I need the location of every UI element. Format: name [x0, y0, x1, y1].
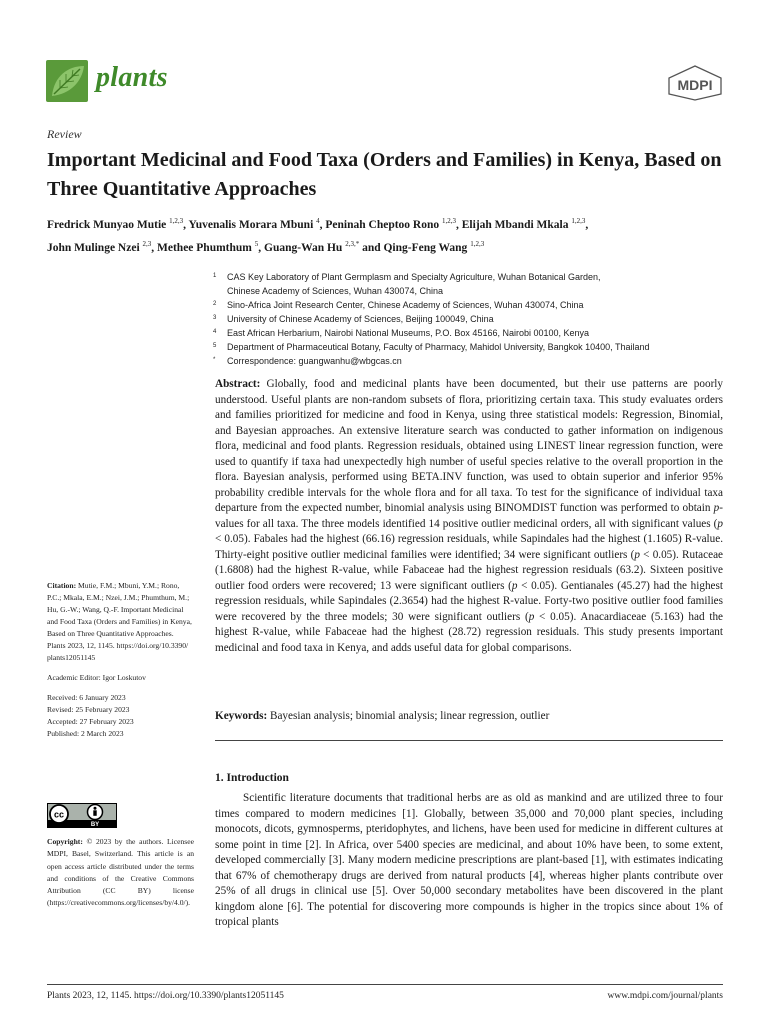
- author-affiliation-marker: 1,2,3: [571, 217, 586, 225]
- journal-name: plants: [96, 62, 168, 93]
- affiliation-number: 3: [213, 315, 217, 321]
- author-name: Peninah Cheptoo Rono $^{1,2,3}$: [325, 217, 457, 231]
- cc-by-license-badge[interactable]: [47, 803, 117, 828]
- affiliation-text: CAS Key Laboratory of Plant Germplasm and Specialty Agriculture, Wuhan Botanical Garden,: [227, 272, 601, 282]
- author-name: Yuvenalis Morara Mbuni $^4$: [188, 217, 320, 231]
- author-affiliation-marker: 2,3,*: [345, 239, 360, 248]
- affiliation-item: [213, 298, 733, 312]
- footer-journal-url[interactable]: www.mdpi.com/journal/plants: [607, 991, 723, 1001]
- copyright-notice: [47, 836, 194, 910]
- academic-editor: Academic Editor: Igor Loskutov: [47, 673, 146, 682]
- introduction-text: Scientific literature documents that traditional herbs are as old as mankind and are utilized three to four times compared to modern medicines [1]. Globally, between 35,000 and 70,000 plant species, including monocots, dicots, gymnosperms, pteridophytes, and lichens, have been used for medicine in different cultures at some point in time [2]. In Africa, over 5400 species are medicinal, and about 10% have been, to some extent, developed commercially [3]. Many modern medicine prescriptions are plant-based [1], with estimates indicating that 67% of chemotherapy drugs are derived from natural products [4], whereas higher plants contribute over 25% of all drugs in clinical use [5]. Over 50,000 secondary metabolites have been discovered in the plant kingdom alone [6]. The potential for discovering more compounds is higher in the tropics since about 1% of tropical plants: [215, 792, 723, 928]
- affiliation-number: 1: [213, 273, 217, 279]
- citation-label: Citation:: [47, 581, 77, 590]
- dates-block: [47, 692, 194, 740]
- affiliation-number: 2: [213, 301, 217, 307]
- copyright-text: © 2023 by the authors. Licensee MDPI, Basel, Switzerland. This article is an open access article distributed under the terms and conditions of the Creative Commons Attribution (CC BY) license (https://creativecommons.org/licenses/by/4.0/).: [47, 837, 194, 908]
- divider: [215, 740, 723, 741]
- author-affiliation-marker: 4: [316, 217, 320, 225]
- author-list: Fredrick Munyao Mutie $^{1,2,3}$, Yuvenalis Morara Mbuni $^4$, Peninah Cheptoo Rono $^{1,2,3}$, Elijah Mbandi Mkala $^{1,2,3}$, John Mulinge Nzei $^{2,3}$, Methee Phumthum $^5$, Guang-Wan Hu $^{2,3,*}$ and Qing-Feng Wang $^{1,2,3}$: [47, 217, 589, 254]
- cc-badge-label: BY: [90, 822, 100, 828]
- affiliation-text: Sino-Africa Joint Research Center, Chinese Academy of Sciences, Wuhan 430074, China: [227, 300, 584, 310]
- author-affiliation-marker: 2,3: [142, 239, 152, 248]
- affiliation-item: [213, 270, 733, 284]
- mdpi-logo: [666, 64, 724, 102]
- journal-leaf-logo: [46, 60, 88, 102]
- author-name: Qing-Feng Wang $^{1,2,3}$: [383, 239, 485, 254]
- abstract-text: Globally, food and medicinal plants have been documented, but their use patterns are poorly understood. Useful plants are non-random subsets of flora, prioritizing certain taxa. This study evaluates orders and families prioritized for medicine and food in Kenya, using three statistical models: Regression, Binomial, and Bayesian approaches. An extensive literature search was conducted to gather information on indigenous flora, medicinal and food plants. Regression residuals, obtained using LINEST linear regression function, were used to quantify if taxa had unexpectedly high number of useful species relative to the overall proportion in the flora. Bayesian analysis, performed using BETA.INV function, was used to obtain superior and inferior 95% probability credible intervals for the whole flora and for all taxa. To test for the significance of individual taxa departure from the expected number, binomial analysis using BINOMDIST function was performed to obtain p-values for all taxa. The three models identified 14 positive outlier medicinal orders, all with significant values (p < 0.05). Fabales had the highest (66.16) regression residuals, while Sapindales had the highest (1.1605) R-value. Thirty-eight positive outlier medicinal families were identified; 34 were significant outliers (p < 0.05). Rutaceae (1.6808) had the highest R-value, while Fabaceae had the highest regression residuals (63.2). Sixteen positive outlier food orders were recovered; 13 were significant outliers (p < 0.05). Gentianales (45.27) had the highest regression residuals, while Sapindales (2.3654) had the highest R-value. Forty-two positive outlier food families were recovered by the three models; 30 were significant outliers (p < 0.05). Anacardiaceae (5.163) had the highest R-value, while Fabaceae had the highest (28.72) regression residuals. This study presents important medicinal and food taxa in Kenya, and adds useful data for global comparisons.: [215, 378, 724, 654]
- svg-text:cc: cc: [53, 809, 65, 820]
- abstract-label: Abstract:: [215, 378, 261, 390]
- citation-text: Mutie, F.M.; Mbuni, Y.M.; Rono, P.C.; Mkala, E.M.; Nzei, J.M.; Phumthum, M.; Hu, G.-W.; Wang, Q.-F. Important Medicinal and Food Taxa (Orders and Families) in Kenya, Based on Three Quantitative Approaches. Plants 2023, 12, 1145. https://doi.org/10.3390/ plants12051145: [47, 581, 192, 662]
- author-affiliation-marker: 5: [254, 239, 259, 248]
- footer-divider: [47, 984, 723, 985]
- copyright-label: Copyright:: [47, 837, 83, 846]
- keywords-text: Bayesian analysis; binomial analysis; linear regression, outlier: [270, 710, 550, 722]
- affiliation-item: [213, 326, 733, 340]
- accepted-date: Accepted: 27 February 2023: [47, 717, 134, 726]
- author-affiliation-marker: 1,2,3: [470, 239, 485, 248]
- affiliation-text: Chinese Academy of Sciences, Wuhan 430074, China: [227, 286, 443, 296]
- citation-block: [47, 580, 194, 664]
- affiliation-number: 5: [213, 343, 217, 349]
- paper-title: Important Medicinal and Food Taxa (Orders and Families) in Kenya, Based on Three Quantitative Approaches: [47, 149, 722, 200]
- author-name: John Mulinge Nzei $^{2,3}$: [47, 239, 152, 254]
- affiliation-number: *: [213, 357, 216, 363]
- affiliation-item: [213, 354, 733, 368]
- revised-date: Revised: 25 February 2023: [47, 705, 130, 714]
- affiliation-number: 4: [213, 329, 217, 335]
- affiliation-text: Department of Pharmaceutical Botany, Faculty of Pharmacy, Mahidol University, Bangkok 10400, Thailand: [227, 342, 650, 352]
- affiliation-item: [213, 284, 733, 298]
- article-type: Review: [47, 127, 82, 141]
- affiliation-text: University of Chinese Academy of Sciences, Beijing 100049, China: [227, 314, 494, 324]
- mdpi-logo-text: MDPI: [677, 77, 713, 93]
- author-name: Guang-Wan Hu $^{2,3,*}$: [264, 239, 360, 254]
- author-name: Elijah Mbandi Mkala $^{1,2,3}$: [461, 217, 586, 231]
- affiliation-text: East African Herbarium, Nairobi National Museums, P.O. Box 45166, Nairobi 00100, Kenya: [227, 328, 590, 338]
- author-affiliation-marker: 1,2,3: [442, 217, 457, 225]
- keywords: [215, 709, 723, 725]
- received-date: Received: 6 January 2023: [47, 693, 126, 702]
- footer-citation: Plants 2023, 12, 1145. https://doi.org/10.3390/plants12051145: [47, 991, 284, 1001]
- abstract: [215, 377, 723, 656]
- published-date: Published: 2 March 2023: [47, 729, 124, 738]
- affiliation-item: [213, 312, 733, 326]
- author-affiliation-marker: 1,2,3: [169, 217, 184, 225]
- affiliation-text[interactable]: Correspondence: guangwanhu@wbgcas.cn: [227, 356, 402, 366]
- author-name: Fredrick Munyao Mutie $^{1,2,3}$: [47, 217, 184, 231]
- section-heading: 1. Introduction: [215, 772, 289, 784]
- affiliation-number: [213, 283, 227, 297]
- keywords-label: Keywords:: [215, 710, 268, 722]
- affiliation-item: [213, 340, 733, 354]
- affiliations-list: [213, 270, 733, 368]
- sidebar-metadata: [47, 580, 194, 748]
- author-name: Methee Phumthum $^5$: [157, 239, 259, 254]
